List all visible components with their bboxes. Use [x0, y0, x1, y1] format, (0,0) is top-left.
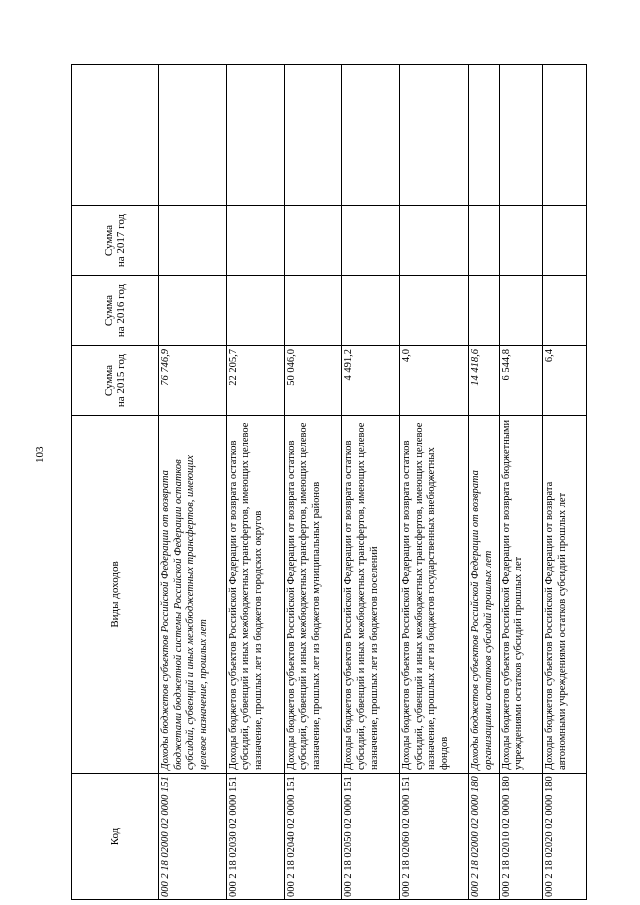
row-sum-2017 [543, 206, 587, 276]
row-sum-2017 [499, 206, 543, 276]
row-kind: Доходы бюджетов субъектов Российской Федерации от возврата бюджетными учреждениями остатков субсидий прошлых лет [499, 416, 543, 774]
table-row [284, 65, 342, 900]
row-kind: Доходы бюджетов субъектов Российской Федерации от возврата бюджетами бюджетной системы Российской Федерации остатков субсидий, субвенций и иных межбюджетных трансфертов, имеющих целевое назначение, прошлых лет [159, 416, 227, 774]
table-row [543, 65, 587, 900]
row-blank [159, 65, 227, 206]
header-kind: Виды доходов [72, 416, 159, 774]
rotated-table-container [71, 65, 587, 900]
row-sum-2017 [159, 206, 227, 276]
table-row [226, 65, 284, 900]
row-blank [226, 65, 284, 206]
row-sum-2015: 6 544,8 [499, 346, 543, 416]
table-row [342, 65, 400, 900]
row-blank [342, 65, 400, 206]
row-sum-2016 [284, 276, 342, 346]
row-kind: Доходы бюджетов субъектов Российской Федерации от возврата организациями остатков субсидий прошлых лет [468, 416, 499, 774]
row-sum-2015: 4 491,2 [342, 346, 400, 416]
table-row [499, 65, 543, 900]
row-blank [468, 65, 499, 206]
row-sum-2015: 76 746,9 [159, 346, 227, 416]
row-sum-2016 [499, 276, 543, 346]
row-sum-2016 [226, 276, 284, 346]
row-sum-2015: 6,4 [543, 346, 587, 416]
header-sum-2017: Сумма на 2017 год [72, 206, 159, 276]
row-sum-2016 [468, 276, 499, 346]
table-header-row [72, 65, 159, 900]
row-kind: Доходы бюджетов субъектов Российской Федерации от возврата остатков субсидий, субвенций и иных межбюджетных трансфертов, имеющих целевое назначение, прошлых лет из бюджетов муниципальных районов [284, 416, 342, 774]
row-blank [400, 65, 469, 206]
row-sum-2017 [284, 206, 342, 276]
header-code: Код [72, 774, 159, 900]
row-sum-2016 [342, 276, 400, 346]
row-kind: Доходы бюджетов субъектов Российской Федерации от возврата остатков субсидий, субвенций и иных межбюджетных трансфертов, имеющих целевое назначение, прошлых лет из бюджетов городских округов [226, 416, 284, 774]
page-number: 103 [34, 446, 46, 464]
row-kind: Доходы бюджетов субъектов Российской Федерации от возврата автономными учреждениями остатков субсидий прошлых лет [543, 416, 587, 774]
row-sum-2016 [400, 276, 469, 346]
row-blank [499, 65, 543, 206]
revenue-table [71, 64, 587, 900]
header-blank [72, 65, 159, 206]
row-sum-2017 [226, 206, 284, 276]
row-sum-2017 [400, 206, 469, 276]
row-sum-2015: 50 046,0 [284, 346, 342, 416]
row-code: 000 2 18 02020 02 0000 180 [543, 774, 587, 900]
header-sum-2015: Сумма на 2015 год [72, 346, 159, 416]
row-sum-2015: 14 418,6 [468, 346, 499, 416]
header-sum-2016: Сумма на 2016 год [72, 276, 159, 346]
table-row [468, 65, 499, 900]
row-sum-2017 [342, 206, 400, 276]
row-sum-2015: 4,0 [400, 346, 469, 416]
row-sum-2016 [543, 276, 587, 346]
table-row [400, 65, 469, 900]
table-row [159, 65, 227, 900]
row-code: 000 2 18 02000 02 0000 180 [468, 774, 499, 900]
row-code: 000 2 18 02060 02 0000 151 [400, 774, 469, 900]
row-blank [543, 65, 587, 206]
row-kind: Доходы бюджетов субъектов Российской Федерации от возврата остатков субсидий, субвенций и иных межбюджетных трансфертов, имеющих целевое назначение, прошлых лет из бюджетов государственных внебюджетных фондов [400, 416, 469, 774]
row-sum-2016 [159, 276, 227, 346]
row-code: 000 2 18 02030 02 0000 151 [226, 774, 284, 900]
row-sum-2015: 22 205,7 [226, 346, 284, 416]
row-code: 000 2 18 02010 02 0000 180 [499, 774, 543, 900]
row-kind: Доходы бюджетов субъектов Российской Федерации от возврата остатков субсидий, субвенций и иных межбюджетных трансфертов, имеющих целевое назначение, прошлых лет из бюджетов поселений [342, 416, 400, 774]
row-code: 000 2 18 02000 02 0000 151 [159, 774, 227, 900]
row-blank [284, 65, 342, 206]
row-code: 000 2 18 02050 02 0000 151 [342, 774, 400, 900]
row-code: 000 2 18 02040 02 0000 151 [284, 774, 342, 900]
row-sum-2017 [468, 206, 499, 276]
